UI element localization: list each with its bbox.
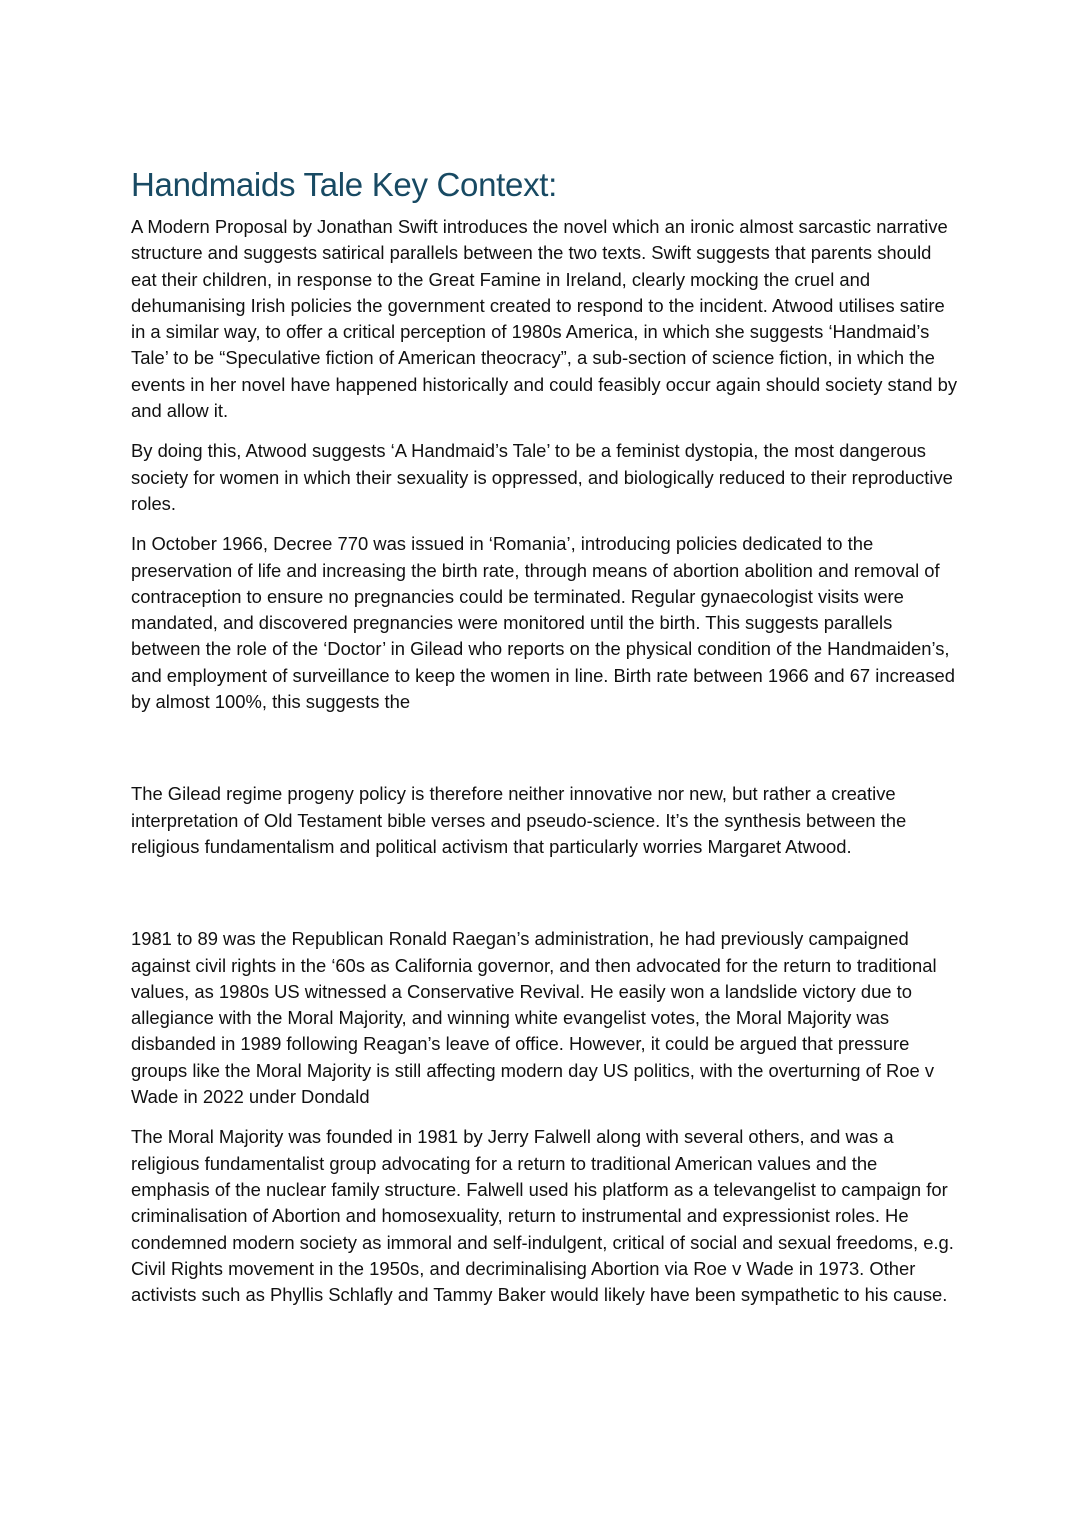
document-page [131, 164, 961, 1308]
page-title: Handmaids Tale Key Context: [131, 166, 558, 203]
paragraph-gilead-regime: The Gilead regime progeny policy is therefore neither innovative nor new, but rather a creative interpretation of Old Testament bible verses and pseudo-science. It’s the synthesis between the religious fundamentalism and political activism that particularly worries Margaret Atwood. [131, 783, 907, 857]
paragraph-swift-satire: A Modern Proposal by Jonathan Swift introduces the novel which an ironic almost sarcastic narrative structure and suggests satirical parallels between the two texts. Swift suggests that parents should eat their children, in response to the Great Famine in Ireland, clearly mocking the cruel and dehumanising Irish policies the government created to respond to the incident. Atwood utilises satire in a similar way, to offer a critical perception of 1980s America, in which she suggests ‘Handmaid’s Tale’ to be “Speculative fiction of American theocracy”, a sub-section of science fiction, in which the events in her novel have happened historically and could feasibly occur again should society stand by and allow it. [131, 216, 958, 422]
paragraph-feminist-dystopia: By doing this, Atwood suggests ‘A Handmaid’s Tale’ to be a feminist dystopia, the most dangerous society for women in which their sexuality is oppressed, and biologically reduced to their reproductive roles. [131, 440, 953, 514]
paragraph-spacer [131, 860, 961, 926]
paragraph-spacer [131, 1110, 961, 1124]
paragraph-spacer [131, 517, 961, 531]
paragraph-moral-majority: The Moral Majority was founded in 1981 by Jerry Falwell along with several others, and was a religious fundamentalist group advocating for a return to traditional American values and the emphasis of the nuclear family structure. Falwell used his platform as a televangelist to campaign for criminalisation of Abortion and homosexuality, return to instrumental and expressionist roles. He condemned modern society as immoral and self-indulgent, critical of social and sexual freedoms, e.g. Civil Rights movement in the 1950s, and decriminalising Abortion via Roe v Wade in 1973. Other activists such as Phyllis Schlafly and Tammy Baker would likely have been sympathetic to his cause. [131, 1126, 954, 1306]
paragraph-reagan-administration: 1981 to 89 was the Republican Ronald Raegan’s administration, he had previously campaigned against civil rights in the ‘60s as California governor, and then advocated for the return to traditional values, as 1980s US witnessed a Conservative Revival. He easily won a landslide victory due to allegiance with the Moral Majority, and winning white evangelist votes, the Moral Majority was disbanded in 1989 following Reagan’s leave of office. However, it could be argued that pressure groups like the Moral Majority is still affecting modern day US politics, with the overturning of Roe v Wade in 2022 under Dondald [131, 928, 937, 1108]
paragraph-spacer [131, 424, 961, 438]
paragraph-decree-770: In October 1966, Decree 770 was issued in ‘Romania’, introducing policies dedicated to the preservation of life and increasing the birth rate, through means of abortion abolition and removal of contraception to ensure no pregnancies could be terminated. Regular gynaecologist visits were mandated, and discovered pregnancies were monitored until the birth. This suggests parallels between the role of the ‘Doctor’ in Gilead who reports on the physical condition of the Handmaiden’s, and employment of surveillance to keep the women in line. Birth rate between 1966 and 67 increased by almost 100%, this suggests the [131, 533, 955, 713]
paragraph-spacer [131, 715, 961, 781]
